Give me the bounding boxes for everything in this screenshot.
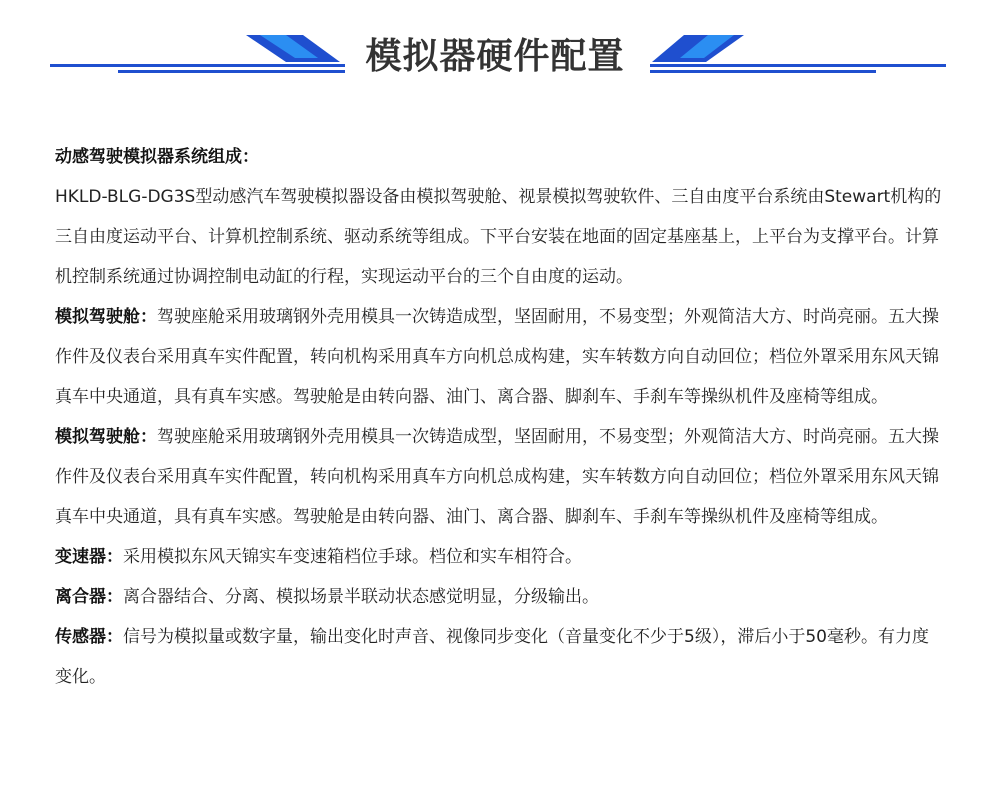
page-title: 模拟器硬件配置	[365, 36, 625, 77]
section-transmission	[55, 537, 945, 577]
section-label: 模拟驾驶舱：	[55, 427, 157, 447]
page-header	[0, 0, 990, 95]
document-body	[55, 137, 945, 697]
right-deco-line-top	[650, 64, 946, 67]
section-system-composition	[55, 137, 945, 177]
section-sensor	[55, 617, 945, 697]
section-text: 采用模拟东风天锦实车变速箱档位手球。档位和实车相符合。	[123, 547, 582, 567]
section-cockpit	[55, 297, 945, 417]
section-text: 驾驶座舱采用玻璃钢外壳用模具一次铸造成型，坚固耐用，不易变型；外观简洁大方、时尚亮丽。五大操作件及仪表台采用真车实件配置，转向机构采用真车方向机总成构建，实车转数方向自动回位；档位外罩采用东风天锦真车中央通道，具有真车实感。驾驶舱是由转向器、油门、离合器、脚刹车、手刹车等操纵机件及座椅等组成。	[55, 307, 939, 407]
section-cockpit-repeat	[55, 417, 945, 537]
section-label: 变速器：	[55, 547, 123, 567]
section-text: 驾驶座舱采用玻璃钢外壳用模具一次铸造成型，坚固耐用，不易变型；外观简洁大方、时尚亮丽。五大操作件及仪表台采用真车实件配置，转向机构采用真车方向机总成构建，实车转数方向自动回位；档位外罩采用东风天锦真车中央通道，具有真车实感。驾驶舱是由转向器、油门、离合器、脚刹车、手刹车等操纵机件及座椅等组成。	[55, 427, 939, 527]
section-text: HKLD-BLG-DG3S型动感汽车驾驶模拟器设备由模拟驾驶舱、视景模拟驾驶软件、三自由度平台系统由Stewart机构的三自由度运动平台、计算机控制系统、驱动系统等组成。下平台安装在地面的固定基座基上，上平台为支撑平台。计算机控制系统通过协调控制电动缸的行程，实现运动平台的三个自由度的运动。	[55, 187, 942, 287]
section-system-description	[55, 177, 945, 297]
section-text: 离合器结合、分离、模拟场景半联动状态感觉明显，分级输出。	[123, 587, 599, 607]
section-label: 离合器：	[55, 587, 123, 607]
section-clutch	[55, 577, 945, 617]
section-label: 传感器：	[55, 627, 123, 647]
right-title-decoration	[648, 30, 948, 80]
right-deco-line-bottom	[650, 70, 876, 73]
section-label: 模拟驾驶舱：	[55, 307, 157, 327]
section-label: 动感驾驶模拟器系统组成：	[55, 147, 259, 167]
section-text: 信号为模拟量或数字量，输出变化时声音、视像同步变化（音量变化不少于5级），滞后小于50毫秒。有力度变化。	[55, 627, 929, 687]
